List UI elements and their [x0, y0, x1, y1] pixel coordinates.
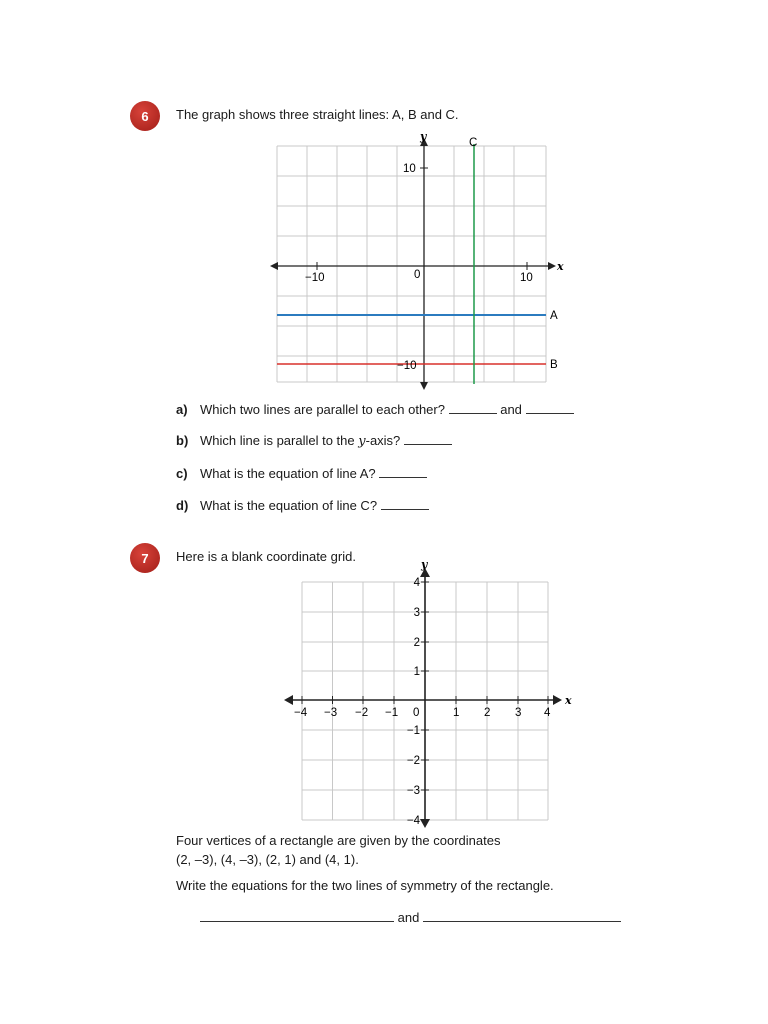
part-var: y [358, 434, 366, 449]
q7-text-line2: (2, –3), (4, –3), (2, 1) and (4, 1). [176, 852, 359, 867]
part-label: d) [176, 498, 189, 513]
q6-part-c [176, 466, 427, 481]
q7-answer-row [200, 910, 621, 925]
q6-y-arrow-down [420, 382, 428, 390]
x-tick: 0 [413, 707, 420, 719]
answer-blank[interactable] [449, 412, 497, 414]
x-tick: −3 [324, 707, 338, 719]
question-6-intro: The graph shows three straight lines: A, B and C. [176, 107, 459, 122]
q7-graph [280, 558, 590, 828]
q7-instruction: Write the equations for the two lines of symmetry of the rectangle. [176, 878, 554, 893]
joiner-and: and [397, 910, 420, 925]
y-tick: 4 [413, 577, 420, 589]
q6-x-arrow-left [270, 262, 278, 270]
y-tick: 1 [413, 666, 420, 678]
x-tick: 1 [453, 707, 460, 719]
x-tick: −4 [294, 707, 308, 719]
line-a-label: A [550, 310, 558, 322]
y-tick: 3 [413, 607, 420, 619]
x-tick: −1 [385, 707, 399, 719]
answer-blank[interactable] [200, 920, 394, 922]
q6-y-tick-10: 10 [403, 163, 416, 175]
question-7-badge: 7 [130, 543, 160, 573]
answer-blank[interactable] [379, 476, 427, 478]
q6-part-a [176, 402, 574, 417]
part-text: What is the equation of line A? [200, 466, 376, 481]
y-tick: −2 [406, 755, 420, 767]
q6-y-tick-neg10: −10 [397, 360, 417, 372]
x-tick: −2 [355, 707, 369, 719]
q6-part-d [176, 498, 429, 513]
q6-x-label: x [557, 260, 564, 273]
part-text-before: Which line is parallel to the [200, 433, 359, 448]
y-tick: −4 [406, 815, 420, 827]
part-text-after: -axis? [365, 433, 401, 448]
q7-x-arrow-left [284, 695, 293, 705]
answer-blank[interactable] [423, 920, 621, 922]
q7-y-tick-labels [407, 577, 421, 827]
part-label: c) [176, 466, 188, 481]
q7-x-arrow-right [553, 695, 562, 705]
joiner-and: and [500, 402, 522, 417]
q6-x-arrow-right [548, 262, 556, 270]
q7-x-tick-labels [294, 707, 551, 719]
q6-graph [262, 132, 572, 392]
part-label: a) [176, 402, 188, 417]
q7-y-label: y [421, 558, 428, 571]
q6-tick-neg10: −10 [305, 272, 325, 284]
x-tick: 2 [484, 707, 491, 719]
line-c-label: C [469, 137, 478, 149]
answer-blank[interactable] [404, 443, 452, 445]
part-label: b) [176, 433, 189, 448]
q7-x-label: x [565, 694, 572, 707]
question-6-badge: 6 [130, 101, 160, 131]
q6-tick-0: 0 [414, 269, 421, 281]
y-tick: −3 [406, 785, 420, 797]
x-tick: 4 [544, 707, 551, 719]
y-tick: 2 [413, 637, 420, 649]
q7-text-line1: Four vertices of a rectangle are given by the coordinates [176, 833, 501, 848]
question-7-intro: Here is a blank coordinate grid. [176, 549, 356, 564]
y-tick: −1 [406, 725, 420, 737]
answer-blank[interactable] [526, 412, 574, 414]
part-text: What is the equation of line C? [200, 498, 378, 513]
line-b-label: B [550, 359, 558, 371]
q6-y-label: y [420, 132, 427, 143]
part-text: Which two lines are parallel to each other? [200, 402, 445, 417]
q6-tick-10: 10 [520, 272, 533, 284]
answer-blank[interactable] [381, 508, 429, 510]
q6-part-b [176, 433, 452, 449]
x-tick: 3 [515, 707, 522, 719]
